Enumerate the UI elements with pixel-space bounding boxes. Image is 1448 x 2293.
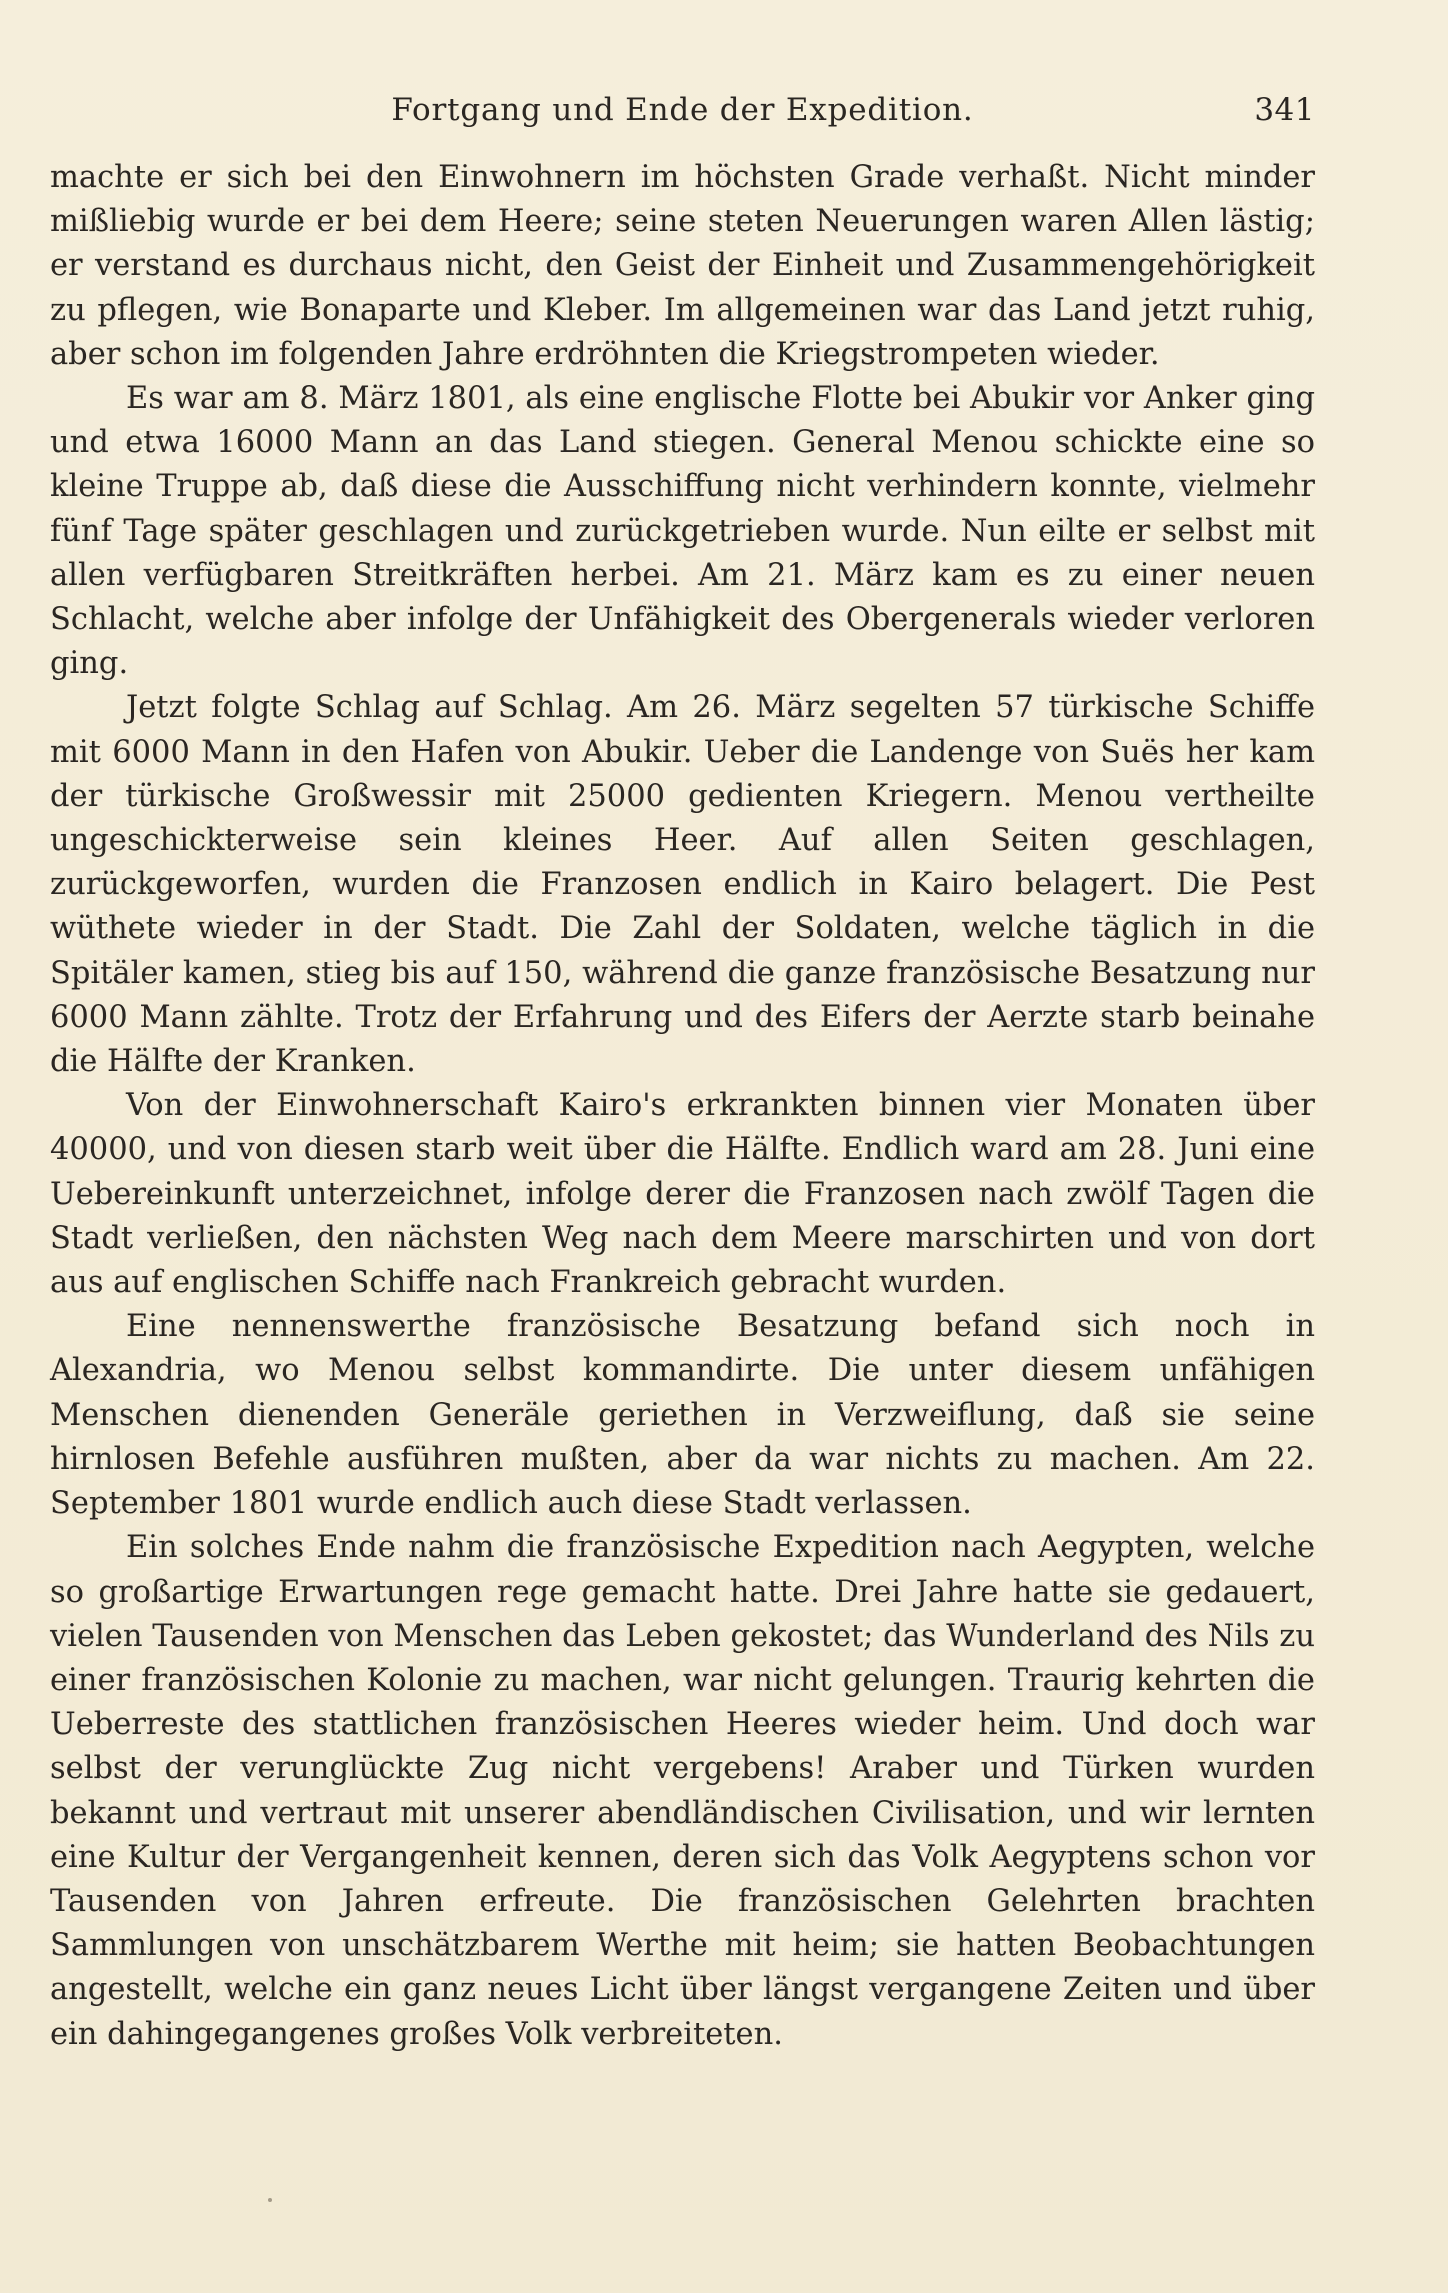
paragraph-2: Es war am 8. März 1801, als eine englische Flotte bei Abukir vor Anker ging und etwa 16000 Mann an das Land stiegen. General Menou schickte eine so kleine Truppe ab, daß diese die Ausschiffung nicht verhindern konnte, vielmehr fünf Tage später geschlagen und zurückgetrieben wurde. Nun eilte er selbst mit allen verfügbaren Streitkräften herbei. Am 21. März kam es zu einer neuen Schlacht, welche aber infolge der Unfähigkeit des Obergenerals wieder verloren ging. [50,381,1315,682]
body-text [50,156,1315,2057]
paragraph-6: Ein solches Ende nahm die französische Expedition nach Aegypten, welche so großartige Erwartungen rege gemacht hatte. Drei Jahre hatte sie gedauert, vielen Tausenden von Menschen das Leben gekostet; das Wunderland des Nils zu einer französischen Kolonie zu machen, war nicht gelungen. Traurig kehrten die Ueberreste des stattlichen französischen Heeres wieder heim. Und doch war selbst der verunglückte Zug nicht vergebens! Araber und Türken wurden bekannt und vertraut mit unserer abendländischen Civilisation, und wir lernten eine Kultur der Vergangenheit kennen, deren sich das Volk Aegyptens schon vor Tausenden von Jahren erfreute. Die französischen Gelehrten brachten Sammlungen von unschätzbarem Werthe mit heim; sie hatten Beobachtungen angestellt, welche ein ganz neues Licht über längst vergangene Zeiten und über ein dahingegangenes großes Volk verbreiteten. [50,1530,1315,2052]
page-header [50,84,1315,136]
paragraph-4: Von der Einwohnerschaft Kairo's erkrankten binnen vier Monaten über 40000, und von diesen starb weit über die Hälfte. Endlich ward am 28. Juni eine Uebereinkunft unterzeichnet, infolge derer die Franzosen nach zwölf Tagen die Stadt verließen, den nächsten Weg nach dem Meere marschirten und von dort aus auf englischen Schiffe nach Frankreich gebracht wurden. [50,1088,1315,1301]
paragraph-1: machte er sich bei den Einwohnern im höchsten Grade verhaßt. Nicht minder mißliebig wurde er bei dem Heere; seine steten Neuerungen waren Allen lästig; er verstand es durchaus nicht, den Geist der Einheit und Zusammengehörigkeit zu pflegen, wie Bonaparte und Kleber. Im allgemeinen war das Land jetzt ruhig, aber schon im folgenden Jahre erdröhnten die Kriegstrompeten wieder. [50,160,1315,372]
page-number: 341 [1254,92,1315,128]
paragraph-3: Jetzt folgte Schlag auf Schlag. Am 26. März segelten 57 türkische Schiffe mit 6000 Mann in den Hafen von Abukir. Ueber die Landenge von Suës her kam der türkische Großwessir mit 25000 gedienten Kriegern. Menou vertheilte ungeschickterweise sein kleines Heer. Auf allen Seiten geschlagen, zurückgeworfen, wurden die Franzosen endlich in Kairo belagert. Die Pest wüthete wieder in der Stadt. Die Zahl der Soldaten, welche täglich in die Spitäler kamen, stieg bis auf 150, während die ganze französische Besatzung nur 6000 Mann zählte. Trotz der Erfahrung und des Eifers der Aerzte starb beinahe die Hälfte der Kranken. [50,690,1315,1080]
page-speck [268,2198,272,2202]
running-title: Fortgang und Ende der Expedition. [391,92,974,128]
paragraph-5: Eine nennenswerthe französische Besatzung befand sich noch in Alexandria, wo Menou selbst kommandirte. Die unter diesem unfähigen Menschen dienenden Generäle geriethen in Verzweiflung, daß sie seine hirnlosen Befehle ausführen mußten, aber da war nichts zu machen. Am 22. September 1801 wurde endlich auch diese Stadt verlassen. [50,1309,1315,1522]
